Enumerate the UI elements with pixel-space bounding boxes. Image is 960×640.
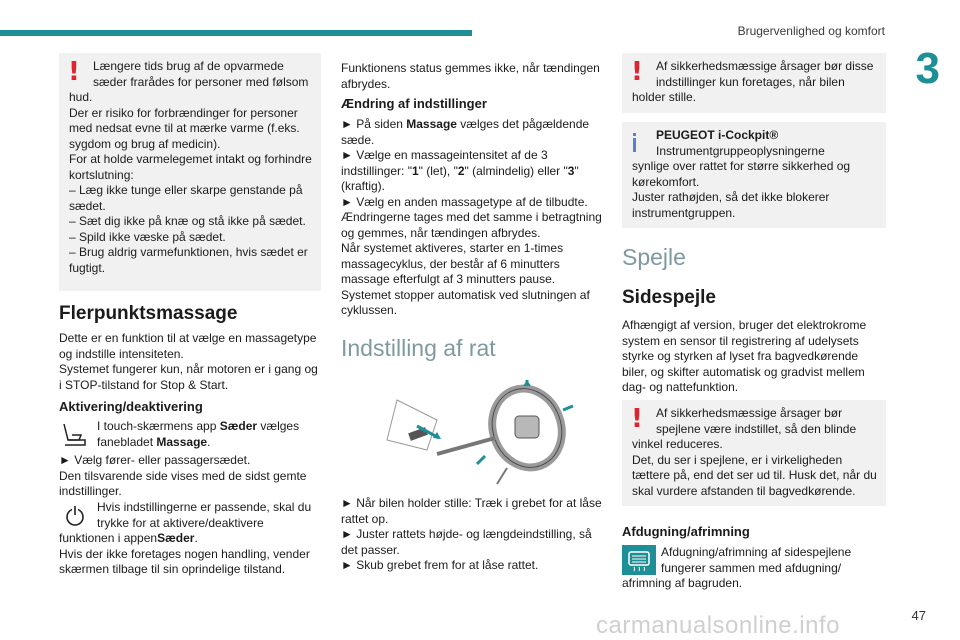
text-run: vælges det pågældende sæde.	[341, 117, 590, 147]
level-3: 3	[567, 163, 575, 178]
power-instruction	[59, 500, 321, 578]
app-name-seats: Sæder	[157, 531, 195, 545]
seat-app-icon	[59, 420, 91, 450]
warning-text: Der er risiko for forbrændinger for personer med nedsat evne til at mærke varme (f.eks. sygdom og brug af medicin).	[69, 105, 300, 151]
subheading-defog: Afdugning/afrimning	[622, 524, 750, 539]
warning-text: – Læg ikke tunge eller skarpe genstande på sædet.	[69, 183, 303, 213]
text-run: " (almindelig) eller "	[464, 163, 568, 178]
paragraph: Afdugning/afrimning af sidespejlene fungerer sammen med afdugning/ afrimning af bagruden.	[622, 545, 852, 590]
touchscreen-instruction	[59, 419, 321, 450]
text-run: " (let), "	[418, 163, 458, 178]
header-accent-bar	[0, 30, 472, 36]
subheading-change-settings: Ændring af indstillinger	[341, 96, 487, 111]
info-text-first: Instrumentgruppeoplysningerne	[656, 143, 825, 158]
info-text: synlige over rattet for større sikkerhed og kørekomfort.	[632, 159, 851, 189]
page-number: 47	[911, 608, 926, 623]
warning-text: holder stille.	[632, 90, 697, 104]
text-run: .	[194, 531, 198, 545]
paragraph: Dette er en funktion til at vælge en massagetype og indstille intensiteten.	[59, 331, 317, 361]
warning-icon: !	[631, 404, 643, 434]
info-icon	[633, 133, 636, 152]
warning-text: vinkel reduceres.	[632, 437, 723, 451]
warning-text: Det, du ser i spejlene, er i virkeligheden tættere på, end det ser ud til. Husk det, når du skal vurdere afstanden til bagvedkørende.	[632, 452, 877, 498]
text-run: ► Vælge en massageintensitet af de 3 indstillinger: "	[341, 148, 548, 178]
heading-side-mirrors: Sidespejle	[622, 287, 716, 308]
subheading-activation: Aktivering/deaktivering	[59, 399, 203, 414]
paragraph: ► Vælg fører- eller passagersædet.	[59, 453, 251, 467]
paragraph: Funktionens status gemmes ikke, når tændingen afbrydes.	[341, 61, 600, 91]
warning-text: – Sæt dig ikke på knæ og stå ikke på sædet.	[69, 214, 306, 228]
paragraph: Den tilsvarende side vises med de sidst gemte indstillinger.	[59, 468, 307, 498]
paragraph: Systemet stopper automatisk ved slutningen af cyklussen.	[341, 287, 590, 317]
rear-defog-icon	[622, 545, 656, 575]
massage-intro	[59, 331, 321, 393]
warning-box-steering	[622, 53, 886, 113]
warning-text: For at holde varmelegemet intakt og forhindre kortslutning:	[69, 152, 312, 182]
watermark: carmanualsonline.info	[596, 612, 840, 639]
chapter-number: 3	[915, 44, 940, 93]
info-box-icockpit	[622, 122, 886, 228]
step: ► Vælg en anden massagetype af de tilbudte.	[341, 194, 588, 209]
text-run: vælges fanebladet	[97, 419, 300, 449]
section-title-mirrors: Spejle	[622, 244, 686, 270]
select-seat-text	[59, 453, 321, 500]
app-name-seats: Sæder	[219, 419, 258, 433]
step: ► Juster rattets højde- og længdeindstilling, så det passer.	[341, 527, 592, 557]
warning-text-first: Af sikkerhedsmæssige årsager bør disse indstillinger kun foretages, når bilen	[656, 59, 874, 89]
page-header-title: Brugervenlighed og komfort	[737, 24, 885, 38]
defog-instruction	[622, 545, 886, 592]
info-text: Juster rathøjden, så det ikke blokerer instrumentgruppen.	[632, 190, 830, 220]
level-2: 2	[457, 163, 465, 178]
text-run: ► På siden	[341, 117, 407, 131]
warning-icon: !	[68, 57, 80, 87]
text-run: .	[207, 434, 211, 449]
warning-box-mirrors	[622, 400, 886, 506]
paragraph: Ændringerne tages med det samme i betragtning og gemmes, når tændingen afbrydes.	[341, 210, 602, 240]
section-heading-massage: Flerpunktsmassage	[59, 303, 238, 324]
level-1: 1	[411, 163, 419, 178]
steering-steps	[341, 496, 605, 574]
warning-text-first: Af sikkerhedsmæssige årsager bør spejlene være indstillet, så den blinde	[656, 406, 857, 436]
warning-text-first: Længere tids brug af de opvarmede sæder frarådes for personer med følsom	[93, 59, 309, 89]
paragraph: Afhængigt af version, bruger det elektrokrome system en sensor til registrering af udelysets styrke og styrken af lyset fra bagvedkørende biler, og skifter automatisk og gradvist mellem dag- og nattefunktion.	[622, 318, 867, 394]
section-title-steering: Indstilling af rat	[341, 335, 496, 361]
settings-steps	[341, 117, 605, 319]
warning-text: – Spild ikke væske på sædet.	[69, 229, 226, 244]
warning-box-heated-seats	[59, 53, 321, 291]
step: ► Når bilen holder stille: Træk i grebet for at låse rattet op.	[341, 496, 602, 526]
power-icon	[59, 501, 91, 531]
warning-icon: !	[631, 57, 643, 87]
paragraph: Systemet fungerer kun, når motoren er i gang og i STOP-tilstand for Stop & Start.	[59, 362, 318, 392]
step: ► Skub grebet frem for at låse rattet.	[341, 558, 539, 572]
warning-text: hud.	[69, 90, 93, 104]
step	[341, 148, 605, 195]
text-run: I touch-skærmens app	[97, 419, 220, 433]
steering-wheel-illustration	[377, 380, 577, 490]
paragraph: Hvis der ikke foretages nogen handling, vender skærmen tilbage til sin oprindelige tilstand.	[59, 546, 310, 576]
page-name-massage: Massage	[406, 117, 457, 131]
info-brand: PEUGEOT i-Cockpit®	[656, 128, 779, 142]
text-run: " (kraftig).	[341, 163, 579, 193]
paragraph: Når systemet aktiveres, starter en 1-times massagecyklus, der består af 6 minutters massage efterfulgt af 3 minutters pause.	[341, 241, 564, 286]
tab-name-massage: Massage	[156, 434, 208, 449]
text-run: Hvis indstillingerne er passende, skal du trykke for at aktivere/deaktivere funktionen i appen	[59, 500, 312, 545]
warning-text: – Brug aldrig varmefunktionen, hvis sædet er fugtigt.	[69, 245, 308, 275]
step	[341, 117, 605, 148]
